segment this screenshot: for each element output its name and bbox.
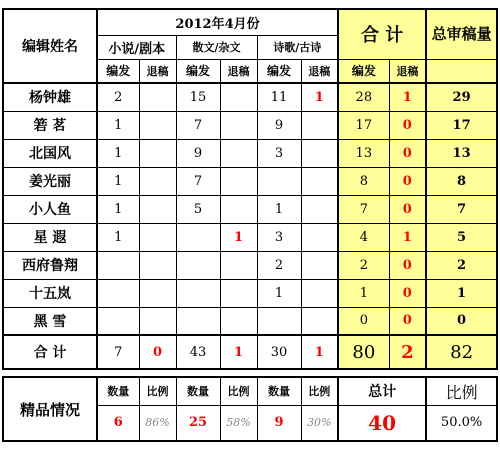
review-total-cell: 13 (426, 139, 497, 167)
editor-name: 黑 雪 (3, 307, 97, 335)
statistics-sheet (2, 8, 498, 442)
review-total-cell: 29 (426, 83, 497, 111)
editor-name: 星 遐 (3, 223, 97, 251)
send-cell (97, 251, 139, 279)
total-cell: 7 (97, 335, 139, 369)
sum-return-cell: 0 (389, 139, 426, 167)
send-cell: 11 (257, 83, 301, 111)
review-total-cell: 0 (426, 307, 497, 335)
return-cell: 1 (220, 223, 257, 251)
send-cell: 1 (257, 195, 301, 223)
sum-return-cell: 0 (389, 111, 426, 139)
return-cell (139, 83, 176, 111)
editor-row (3, 111, 497, 139)
send-cell: 1 (97, 167, 139, 195)
send-cell: 3 (257, 139, 301, 167)
return-cell (220, 251, 257, 279)
return-cell (301, 167, 338, 195)
return-cell (220, 111, 257, 139)
sum-return-cell: 0 (389, 307, 426, 335)
quality-label: 精品情况 (3, 377, 97, 441)
editor-row (3, 251, 497, 279)
send-cell: 3 (257, 223, 301, 251)
return-cell (220, 195, 257, 223)
sum-send-cell: 1 (338, 279, 389, 307)
editor-stats-table (2, 8, 498, 442)
month-title: 2012年4月份 (97, 9, 338, 35)
sum-return-cell: 0 (389, 195, 426, 223)
send-cell: 1 (257, 279, 301, 307)
send-cell: 5 (176, 195, 220, 223)
return-cell (301, 279, 338, 307)
editor-name: 姜光丽 (3, 167, 97, 195)
editor-row (3, 167, 497, 195)
review-total-header: 总审稿量 (426, 9, 497, 59)
return-cell (301, 307, 338, 335)
overall-ratio-label: 比例 (426, 377, 497, 405)
category-fiction: 小说/剧本 (97, 35, 176, 59)
total-cell: 1 (220, 335, 257, 369)
total-cell: 1 (301, 335, 338, 369)
sum-send-cell: 8 (338, 167, 389, 195)
category-essay: 散文/杂文 (176, 35, 257, 59)
send-cell (176, 307, 220, 335)
review-total-cell: 2 (426, 251, 497, 279)
sum-return-cell: 0 (389, 167, 426, 195)
totals-label: 合 计 (3, 335, 97, 369)
review-total-spacer (426, 59, 497, 83)
send-cell (97, 307, 139, 335)
quality-ratio: 86% (139, 405, 176, 441)
editor-name: 箬 茗 (3, 111, 97, 139)
sub-return: 退稿 (220, 59, 257, 83)
send-cell: 9 (176, 139, 220, 167)
send-cell (257, 307, 301, 335)
totals-row (3, 335, 497, 369)
return-cell (301, 111, 338, 139)
editor-row (3, 83, 497, 111)
review-total-cell: 8 (426, 167, 497, 195)
quality-ratio-label: 比例 (220, 377, 257, 405)
send-cell (257, 167, 301, 195)
quality-ratio: 30% (301, 405, 338, 441)
return-cell (301, 223, 338, 251)
sub-send: 编发 (338, 59, 389, 83)
sum-send-cell: 2 (338, 251, 389, 279)
return-cell (139, 139, 176, 167)
return-cell (220, 83, 257, 111)
total-cell: 0 (139, 335, 176, 369)
return-cell (301, 139, 338, 167)
return-cell (220, 139, 257, 167)
quality-total-label: 总计 (338, 377, 426, 405)
send-cell: 1 (97, 111, 139, 139)
quality-count-label: 数量 (176, 377, 220, 405)
send-cell (176, 279, 220, 307)
editor-name: 北国风 (3, 139, 97, 167)
quality-count-label: 数量 (257, 377, 301, 405)
review-total-cell: 5 (426, 223, 497, 251)
send-cell: 2 (97, 83, 139, 111)
editor-row (3, 195, 497, 223)
quality-ratio-label: 比例 (139, 377, 176, 405)
sub-return: 退稿 (139, 59, 176, 83)
send-cell (176, 251, 220, 279)
editor-rows (3, 83, 497, 335)
return-cell (220, 307, 257, 335)
sum-send-cell: 17 (338, 111, 389, 139)
sum-return-cell: 1 (389, 223, 426, 251)
overall-ratio-value: 50.0% (426, 405, 497, 441)
sum-return-cell: 1 (389, 83, 426, 111)
review-total-cell: 17 (426, 111, 497, 139)
sum-send-cell: 7 (338, 195, 389, 223)
return-cell (220, 167, 257, 195)
return-cell (139, 307, 176, 335)
grand-send: 80 (338, 335, 389, 369)
send-cell: 15 (176, 83, 220, 111)
send-cell (97, 279, 139, 307)
quality-count-label: 数量 (97, 377, 139, 405)
total-cell: 43 (176, 335, 220, 369)
send-cell: 7 (176, 111, 220, 139)
editor-row (3, 223, 497, 251)
editor-name: 杨钟雄 (3, 83, 97, 111)
sum-send-cell: 13 (338, 139, 389, 167)
quality-count: 25 (176, 405, 220, 441)
send-cell: 7 (176, 167, 220, 195)
editor-row (3, 279, 497, 307)
quality-count: 9 (257, 405, 301, 441)
editor-row (3, 307, 497, 335)
total-header: 合 计 (338, 9, 426, 59)
sub-return: 退稿 (389, 59, 426, 83)
return-cell (139, 279, 176, 307)
grand-return: 2 (389, 335, 426, 369)
review-total-cell: 7 (426, 195, 497, 223)
sub-return: 退稿 (301, 59, 338, 83)
sub-send: 编发 (257, 59, 301, 83)
send-cell: 1 (97, 139, 139, 167)
quality-ratio: 58% (220, 405, 257, 441)
editor-name: 小人鱼 (3, 195, 97, 223)
review-total-cell: 1 (426, 279, 497, 307)
editor-row (3, 139, 497, 167)
return-cell (139, 111, 176, 139)
sum-return-cell: 0 (389, 251, 426, 279)
quality-total-value: 40 (338, 405, 426, 441)
return-cell (301, 195, 338, 223)
sub-send: 编发 (97, 59, 139, 83)
quality-ratio-label: 比例 (301, 377, 338, 405)
sum-send-cell: 0 (338, 307, 389, 335)
send-cell: 2 (257, 251, 301, 279)
send-cell: 1 (97, 195, 139, 223)
category-poetry: 诗歌/古诗 (257, 35, 338, 59)
return-cell (139, 195, 176, 223)
sum-send-cell: 28 (338, 83, 389, 111)
return-cell: 1 (301, 83, 338, 111)
sum-send-cell: 4 (338, 223, 389, 251)
return-cell (139, 251, 176, 279)
sum-return-cell: 0 (389, 279, 426, 307)
grand-review: 82 (426, 335, 497, 369)
send-cell (176, 223, 220, 251)
editor-name-header: 编辑姓名 (3, 9, 97, 83)
send-cell: 9 (257, 111, 301, 139)
return-cell (139, 167, 176, 195)
return-cell (220, 279, 257, 307)
sub-send: 编发 (176, 59, 220, 83)
return-cell (139, 223, 176, 251)
editor-name: 十五岚 (3, 279, 97, 307)
total-cell: 30 (257, 335, 301, 369)
send-cell: 1 (97, 223, 139, 251)
editor-name: 西府鲁翔 (3, 251, 97, 279)
quality-count: 6 (97, 405, 139, 441)
return-cell (301, 251, 338, 279)
